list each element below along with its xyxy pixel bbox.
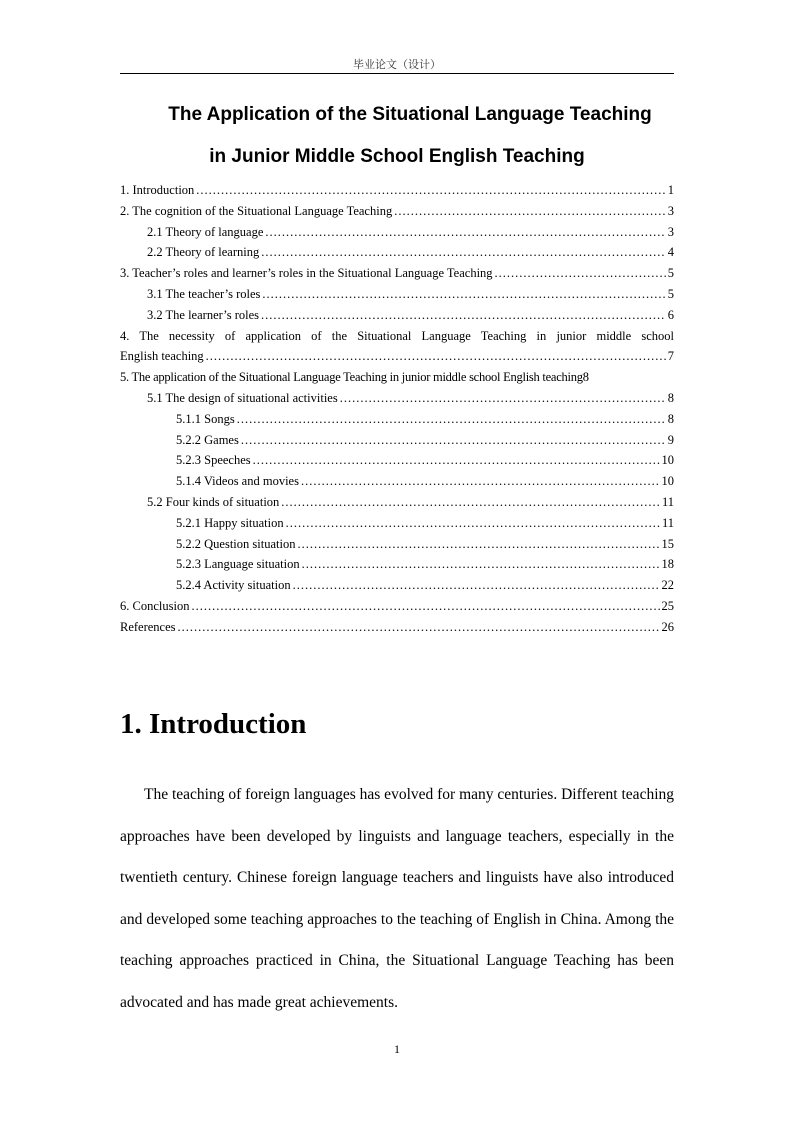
title-line-1: The Application of the Situational Language Teaching	[168, 104, 652, 125]
toc-entry-references[interactable]	[120, 617, 674, 638]
table-of-contents	[120, 180, 674, 638]
toc-label: 3. Teacher’s roles and learner’s roles in the Situational Language Teaching	[120, 266, 493, 281]
toc-label: 5.2.2 Games	[176, 432, 239, 447]
toc-page: 7	[667, 349, 674, 364]
toc-label: English teaching	[120, 349, 204, 364]
toc-label: 5.2.2 Question situation	[176, 536, 296, 551]
toc-label: 5.2.3 Language situation	[176, 557, 300, 572]
toc-page: 6	[667, 307, 674, 322]
toc-page: 22	[661, 578, 674, 593]
toc-entry-happy-situation[interactable]	[120, 513, 674, 534]
header-rule	[120, 73, 674, 74]
toc-entry-application[interactable]	[120, 367, 674, 388]
toc-entry-activity-situation[interactable]	[120, 575, 674, 596]
toc-entry-songs[interactable]	[120, 409, 674, 430]
toc-entry-videos-movies[interactable]	[120, 471, 674, 492]
toc-page: 11	[661, 515, 674, 530]
toc-page: 8	[582, 370, 589, 385]
toc-page: 18	[661, 557, 674, 572]
toc-entry-necessity-line-1[interactable]: 4. The necessity of application of the Situational Language Teaching in junior middle school	[120, 328, 674, 343]
toc-label: 1. Introduction	[120, 183, 195, 197]
toc-entry-question-situation[interactable]	[120, 534, 674, 555]
toc-entry-speeches[interactable]	[120, 450, 674, 471]
toc-page: 11	[661, 494, 674, 509]
toc-label: 5.1 The design of situational activities	[147, 390, 338, 405]
toc-label: 5.2.4 Activity situation	[176, 578, 291, 593]
toc-entry-theory-of-language[interactable]	[120, 222, 674, 243]
toc-label: 6. Conclusion	[120, 598, 190, 613]
toc-label: References	[120, 619, 176, 634]
page-header: 毕业论文（设计）	[353, 58, 441, 71]
toc-page: 5	[667, 286, 674, 301]
toc-entry-teacher-roles[interactable]	[120, 284, 674, 305]
toc-page: 1	[667, 183, 674, 197]
toc-label: 3.1 The teacher’s roles	[147, 286, 261, 301]
section-heading: 1. Introduction	[120, 708, 307, 740]
toc-page: 25	[661, 598, 674, 613]
toc-page: 8	[667, 390, 674, 405]
title-line-2: in Junior Middle School English Teaching	[209, 146, 585, 167]
toc-label: 2.1 Theory of language	[147, 224, 264, 239]
toc-entry-learner-roles[interactable]	[120, 305, 674, 326]
toc-page: 4	[667, 245, 674, 260]
toc-entry-introduction[interactable]	[120, 180, 674, 201]
toc-page: 3	[667, 203, 674, 218]
toc-page: 5	[667, 266, 674, 281]
toc-entry-four-kinds[interactable]	[120, 492, 674, 513]
toc-label: 5.2 Four kinds of situation	[147, 494, 280, 509]
toc-entry-design-activities[interactable]	[120, 388, 674, 409]
toc-page: 26	[661, 619, 674, 634]
toc-label: 3.2 The learner’s roles	[147, 307, 259, 322]
toc-page: 8	[667, 411, 674, 426]
toc-page: 9	[667, 432, 674, 447]
toc-page: 15	[661, 536, 674, 551]
toc-label: 5.2.3 Speeches	[176, 453, 251, 468]
toc-entry-necessity[interactable]	[120, 346, 674, 367]
toc-page: 3	[667, 224, 674, 239]
intro-paragraph: The teaching of foreign languages has evolved for many centuries. Different teaching approaches have been developed by linguists and language teachers, especially in the twentieth century. Chinese foreign language teachers and linguists have also introduced and developed some teaching approaches to the teaching of English in China. Among the teaching approaches practiced in China, the Situational Language Teaching has been advocated and has made great achievements.	[120, 786, 674, 1011]
toc-label: 5.1.4 Videos and movies	[176, 474, 299, 489]
toc-label: 2.2 Theory of learning	[147, 245, 260, 260]
page-number: 1	[394, 1042, 400, 1056]
toc-page: 10	[661, 474, 674, 489]
toc-entry-cognition[interactable]	[120, 201, 674, 222]
toc-label: 2. The cognition of the Situational Language Teaching	[120, 203, 393, 218]
toc-label: 5.2.1 Happy situation	[176, 515, 284, 530]
toc-label: 5.1.1 Songs	[176, 411, 235, 426]
toc-entry-conclusion[interactable]	[120, 596, 674, 617]
toc-page: 10	[661, 453, 674, 468]
toc-label: 5. The application of the Situational Language Teaching in junior middle school English teaching	[120, 370, 583, 385]
toc-entry-language-situation[interactable]	[120, 554, 674, 575]
toc-entry-games[interactable]	[120, 430, 674, 451]
toc-entry-roles[interactable]	[120, 263, 674, 284]
toc-entry-theory-of-learning[interactable]	[120, 242, 674, 263]
